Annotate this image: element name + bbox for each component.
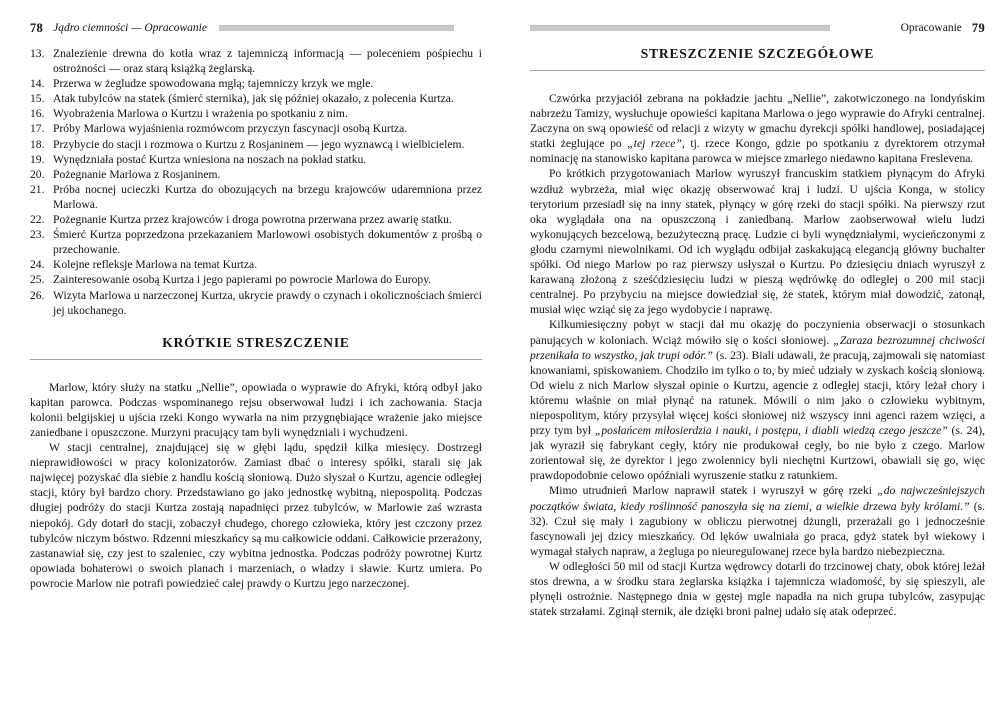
text-run: Kilkumiesięczny pobyt w stacji dał mu okazję do poczynienia obserwacji o stosunkach panujących w koloniach. Wciąż mówiło się o kości słoniowej. xyxy=(530,318,985,347)
list-item-text: Wizyta Marlowa u narzeczonej Kurtza, ukrycie prawdy o czynach i okolicznościach śmierci jej ukochanego. xyxy=(53,288,482,317)
list-item xyxy=(30,167,482,182)
detailed-summary-heading: STRESZCZENIE SZCZEGÓŁOWE xyxy=(530,46,985,71)
list-item-text: Atak tubylców na statek (śmierć sternika), jak się później okazało, z polecenia Kurtza. xyxy=(53,92,454,106)
quoted-phrase: „tej rzece” xyxy=(627,137,682,151)
quoted-phrase: „do najwcześniejszych początków świata, kiedy roślinność panoszyła się na ziemi, a wielkie drzewa były królami.” xyxy=(530,484,985,513)
list-item-number: 18. xyxy=(30,137,45,151)
list-item xyxy=(30,257,482,272)
list-item-text: Kolejne refleksje Marlowa na temat Kurtza. xyxy=(53,258,258,272)
paragraph xyxy=(530,483,985,558)
list-item-text: Próba nocnej ucieczki Kurtza do obozujących na brzegu krajowców udaremniona przez Marlowa. xyxy=(53,182,482,211)
header-rule-bar xyxy=(530,25,830,31)
text-run: (s. 24), jak wyraził się fabrykant cegły, który nie produkował cegły, bo nie było z czego. Marlow zorientował się, że dyrektor i jego zwolennicy byli niechętni Kurtzowi, obawiali się go, więc prawdopodobnie celowo opóźniali wyruszenie statku z ratunkiem. xyxy=(530,424,985,483)
list-item-text: Zainteresowanie osobą Kurtza i jego papierami po powrocie Marlowa do Europy. xyxy=(53,273,432,287)
quoted-phrase: „Zaraza bezrozumnej chciwości przenikała to wszystko, jak trupi odór.” xyxy=(530,333,985,362)
text-run: (s. 23). Biali udawali, że pracują, zajmowali się natomiast knowaniami, spiskowaniem. Chodziło im tylko o to, by mieć udziały w zyskach kością słoniową. Od wielu z nich Marlow słyszał opinie o Kurtzu, agencie z odległej stacji, który leżał chory i któremu właśnie on miał płynąć na ratunek. Mówili o nim jako o człowieku wybitnym, niepospolitym, który przysyłał więcej kości słoniowej niż wszyscy inni agenci razem wzięci, a przy tym był xyxy=(530,348,986,438)
list-item-number: 23. xyxy=(30,228,45,242)
list-item-number: 15. xyxy=(30,92,45,106)
list-item-text: Pożegnanie Marlowa z Rosjaninem. xyxy=(53,167,221,181)
left-paragraphs xyxy=(30,380,482,591)
list-item-text: Pożegnanie Kurtza przez krajowców i droga powrotna przerwana przez awarię statku. xyxy=(53,213,452,227)
left-running-header xyxy=(30,20,482,36)
paragraph xyxy=(30,380,482,440)
list-item-number: 13. xyxy=(30,47,45,60)
list-item xyxy=(30,212,482,227)
left-page-number: 78 xyxy=(30,20,44,35)
list-item-number: 14. xyxy=(30,77,45,91)
paragraph xyxy=(530,559,985,619)
text-run: W odległości 50 mil od stacji Kurtza wędrowcy dotarli do trzcinowej chaty, obok której leżał stos drewna, a w środku stara żeglarska książka i tajemnicza wiadomość, by się spieszyli, ale płynęli ostrożnie. Następnego dnia w gęstej mgle napadła na nich grupa tubylców, zasypując statek strzałami. Zginął sternik, ale dzięki broni palnej udało się atak odeprzeć. xyxy=(530,559,985,619)
list-item-number: 22. xyxy=(30,213,45,227)
list-item-text: Znalezienie drewna do kotła wraz z tajemniczą informacją — poleceniem pośpiechu i ostrożności — oraz starą książką żeglarską. xyxy=(53,47,482,76)
right-running-title: Opracowanie xyxy=(900,22,962,34)
plot-points-list xyxy=(30,46,482,318)
list-item-number: 17. xyxy=(30,122,45,136)
right-page-number: 79 xyxy=(971,20,985,35)
list-item xyxy=(30,152,482,167)
text-run: Mimo utrudnień Marlow naprawił statek i wyruszył w górę rzeki xyxy=(549,484,878,498)
list-item xyxy=(30,121,482,136)
list-item-text: Przybycie do stacji i rozmowa o Kurtzu z Rosjaninem — jego wyznawcą i wielbicielem. xyxy=(53,137,465,151)
text-run: W stacji centralnej, znajdującej się w głębi lądu, spędził kilka miesięcy. Dostrzegł nieprawidłowości w pracy kolonizatorów. Zamiast dbać o interesy spółki, starali się jak najwięcej pozyskać dla siebie z handlu kością słoniową. Dużo słyszał o Kurtzu, agencie odległej stacji, który był bardzo chory. Przedstawiano go jako jednostkę wybitną, niepospolitą. Podczas długiej podróży do stacji Kurtza zostają napadnięci przez tubylców, w Marlowie zaś wzrasta niepokój. Gdy dotarł do stacji, zobaczył chudego, chorego człowieka, który jest czczony przez tubylców niczym bóstwo. Rdzenni mieszkańcy są mu całkowicie oddani. Całkowicie przerażony, zastanawiał się, czy jest to szaleniec, czy wybitna jednostka. Podczas podróży powrotnej Kurtz opowiada bohaterowi o swoich planach i marzeniach, o władzy i sławie. Kurtz umiera. Po powrocie Marlow nie potrafi powiedzieć całej prawdy o Kurtzu jego narzeczonej. xyxy=(30,441,482,590)
text-run: Marlow, który służy na statku „Nellie”, opowiada o wyprawie do Afryki, którą odbył jako kapitan parowca. Podczas wspominanego rejsu obserwował ludzi i ich zachowania. Stacja kolonii belgijskiej u ujścia rzeki Kongo wywarła na nim przygnębiające wrażenie jako miejsce zaniedbane i opuszczone. Murzyni pracujący tam byli wynędzniali i wychudzeni. xyxy=(30,380,482,439)
quoted-phrase: „posłańcem miłosierdzia i nauki, i postępu, i diabli wiedzą czego jeszcze” xyxy=(594,424,948,438)
list-item xyxy=(30,227,482,257)
list-item-number: 21. xyxy=(30,182,45,196)
paragraph xyxy=(30,440,482,591)
right-running-header xyxy=(530,20,985,36)
list-item xyxy=(30,288,482,318)
list-item-number: 16. xyxy=(30,107,45,121)
list-item xyxy=(30,272,482,287)
header-rule-bar xyxy=(219,25,454,31)
text-run: Czwórka przyjaciół zebrana na pokładzie jachtu „Nellie”, zakotwiczonego na londyńskim nabrzeżu Tamizy, wysłuchuje opowieści kapitana Marlowa o jego wyprawie do Afryki centralnej. Zaczyna on swą opowieść od relacji z wizyty w gmachu dyrekcji spółki handlowej, posiadającej statki żeglujące po xyxy=(530,92,985,151)
list-item-text: Próby Marlowa wyjaśnienia rozmówcom przyczyn fascynacji osobą Kurtza. xyxy=(53,122,408,136)
short-summary-heading: KRÓTKIE STRESZCZENIE xyxy=(30,335,482,360)
list-item xyxy=(30,137,482,152)
text-run: , tj. rzece Kongo, gdzie po spotkaniu z dyrektorem otrzymał nominację na stanowisko kapitana parowca w miejsce zmarłego niedawno kapitana Freslevena. xyxy=(530,137,986,166)
list-item-text: Śmierć Kurtza poprzedzona przekazaniem Marlowowi osobistych dokumentów z prośbą o przechowanie. xyxy=(53,228,482,257)
list-item xyxy=(30,106,482,121)
text-run: (s. 32). Czuł się mały i zagubiony w obliczu pierwotnej dżungli, przerażali go i jednocześnie fascynowali jej dzicy mieszkańcy. Od lęków uwalniała go praca, gdyż statek był wiekowy i wymagał stałych napraw, a żegluga po nieuregulowanej rzece była bardzo niebezpieczna. xyxy=(530,499,986,558)
list-item-number: 19. xyxy=(30,152,45,166)
list-item-text: Przerwa w żegludze spowodowana mgłą; tajemniczy krzyk we mgle. xyxy=(53,77,374,91)
paragraph xyxy=(530,91,985,166)
list-item xyxy=(30,76,482,91)
text-run: Po krótkich przygotowaniach Marlow wyruszył francuskim statkiem płynącym do Afryki wzdłuż wybrzeża, miał więc okazję obserwować kraj i ludzi. U ujścia Konga, w stolicy terytorium przesiadł się na inny statek, płynący w górę rzeki do stacji spółki. Na pierwszy rzut oka wyglądała ona na opuszczoną i zaniedbaną. Marlow zaobserwował wielu ludzi wykonujących bezcelową, bezużyteczną pracę. Ludzie ci byli wynędzniałymi, wycieńczonymi z głodu czarnymi niewolnikami. Od ich wyglądu odbijał zaskakującą elegancją główny buchalter spółki. Od niego Marlow po raz pierwszy usłyszał o Kurtzu. Po dziesięciu dniach wyruszył z karawaną złożoną z sześćdziesięciu ludzi w pieszą wędrówkę do odległej o 200 mil stacji centralnej. Po przybyciu na miejsce dowiedział się, że statek, którym miał dowodzić, zatonął, musiał więc wziąć się za jego wydobycie i naprawę. xyxy=(530,167,985,317)
list-item-number: 24. xyxy=(30,258,45,272)
paragraph xyxy=(530,317,985,483)
right-page xyxy=(500,0,1000,712)
right-paragraphs xyxy=(530,91,985,619)
list-item-number: 20. xyxy=(30,167,45,181)
list-item xyxy=(30,182,482,212)
list-item-text: Wynędzniała postać Kurtza wniesiona na noszach na pokład statku. xyxy=(53,152,367,166)
list-item-text: Wyobrażenia Marlowa o Kurtzu i wrażenia po spotkaniu z nim. xyxy=(53,107,348,121)
list-item xyxy=(30,46,482,76)
left-running-title: Jądro ciemności — Opracowanie xyxy=(53,22,207,34)
paragraph xyxy=(530,166,985,317)
list-item-number: 25. xyxy=(30,273,45,287)
list-item-number: 26. xyxy=(30,288,45,302)
list-item xyxy=(30,91,482,106)
